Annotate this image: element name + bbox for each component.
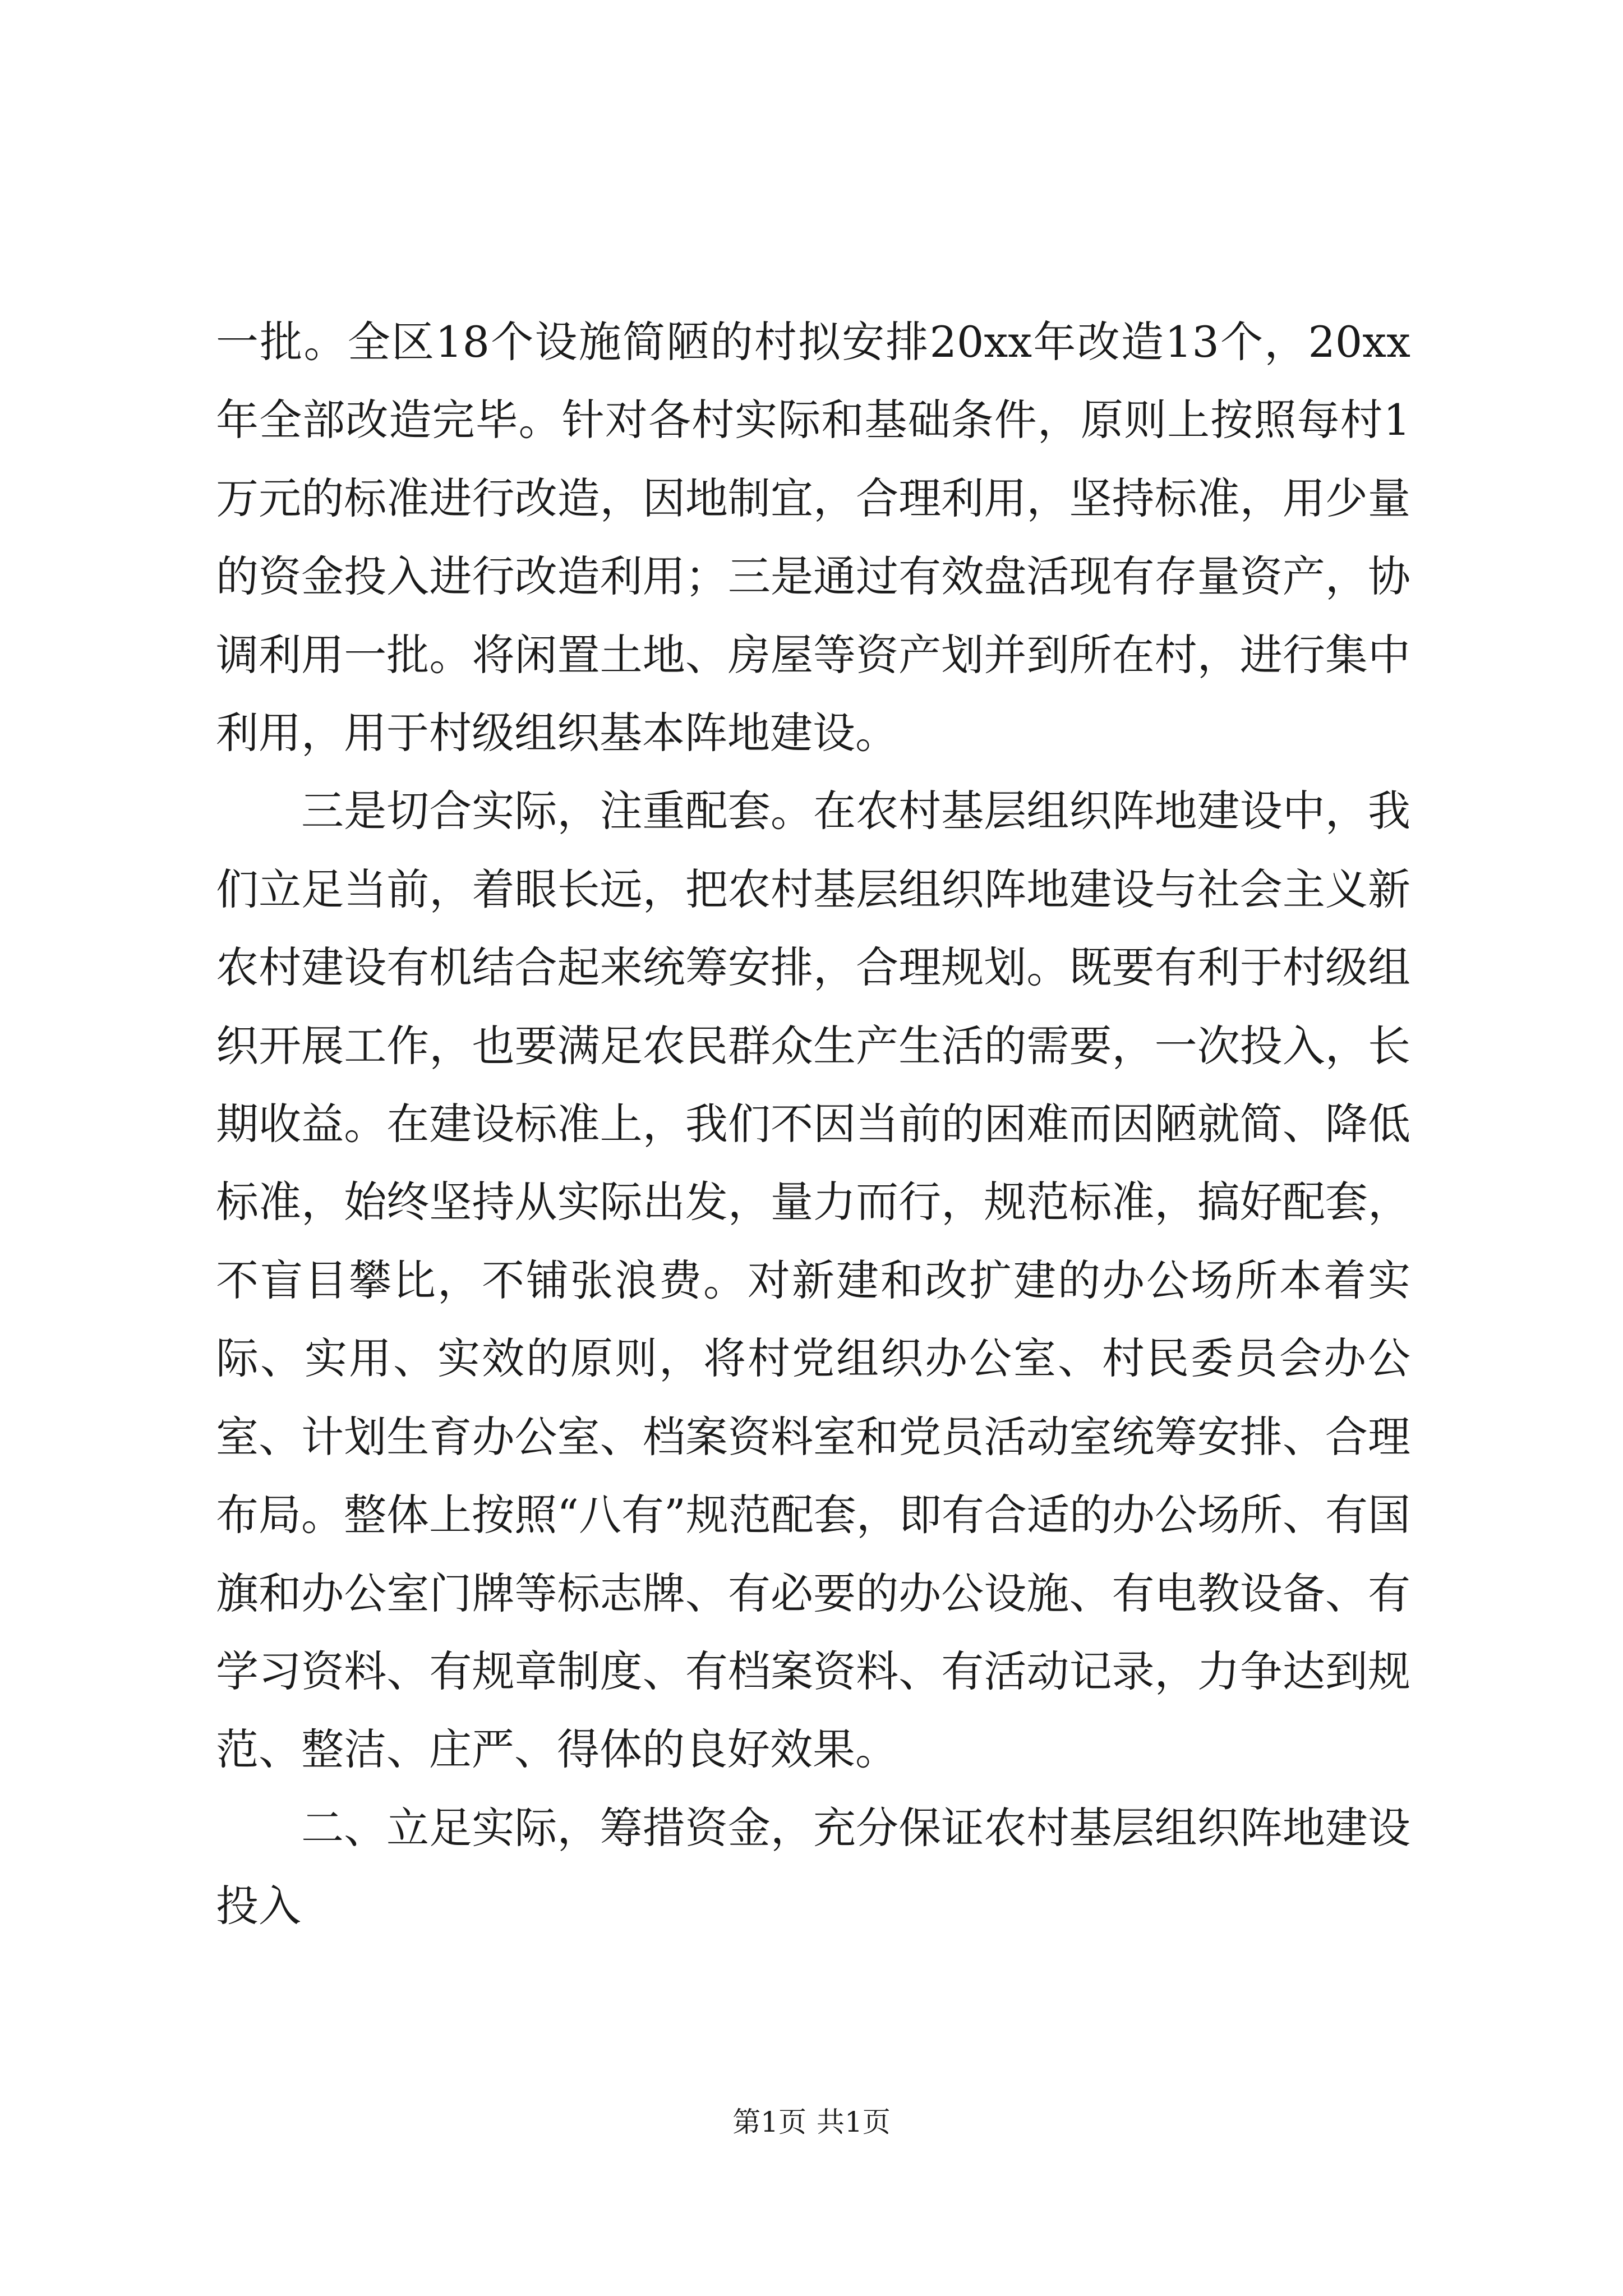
paragraph-1: 一批。全区18个设施简陋的村拟安排20xx年改造13个，20xx年全部改造完毕。针对各村实际和基础条件，原则上按照每村1万元的标准进行改造，因地制宜，合理利用，坚持标准，用少量的资金投入进行改造利用；三是通过有效盘活现有存量资产，协调利用一批。将闲置土地、房屋等资产划并到所在村，进行集中利用，用于村级组织基本阵地建设。 [216,317,1410,758]
paragraph-3: 二、立足实际，筹措资金，充分保证农村基层组织阵地建设投入 [216,1802,1410,1931]
paragraph-2: 三是切合实际，注重配套。在农村基层组织阵地建设中，我们立足当前，着眼长远，把农村基层组织阵地建设与社会主义新农村建设有机结合起来统筹安排，合理规划。既要有利于村级组织开展工作，也要满足农民群众生产生活的需要，一次投入，长期收益。在建设标准上，我们不因当前的困难而因陋就简、降低标准，始终坚持从实际出发，量力而行，规范标准，搞好配套，不盲目攀比，不铺张浪费。对新建和改扩建的办公场所本着实际、实用、实效的原则，将村党组织办公室、村民委员会办公室、计划生育办公室、档案资料室和党员活动室统筹安排、合理布局。整体上按照“八有”规范配套，即有合适的办公场所、有国旗和办公室门牌等标志牌、有必要的办公设施、有电教设备、有学习资料、有规章制度、有档案资料、有活动记录，力争达到规范、整洁、庄严、得体的良好效果。 [216,786,1410,1775]
page-footer [0,2102,1623,2142]
document-body [216,303,1410,1945]
page-number: 第1页 [732,2106,806,2138]
page-total: 共1页 [817,2106,891,2138]
